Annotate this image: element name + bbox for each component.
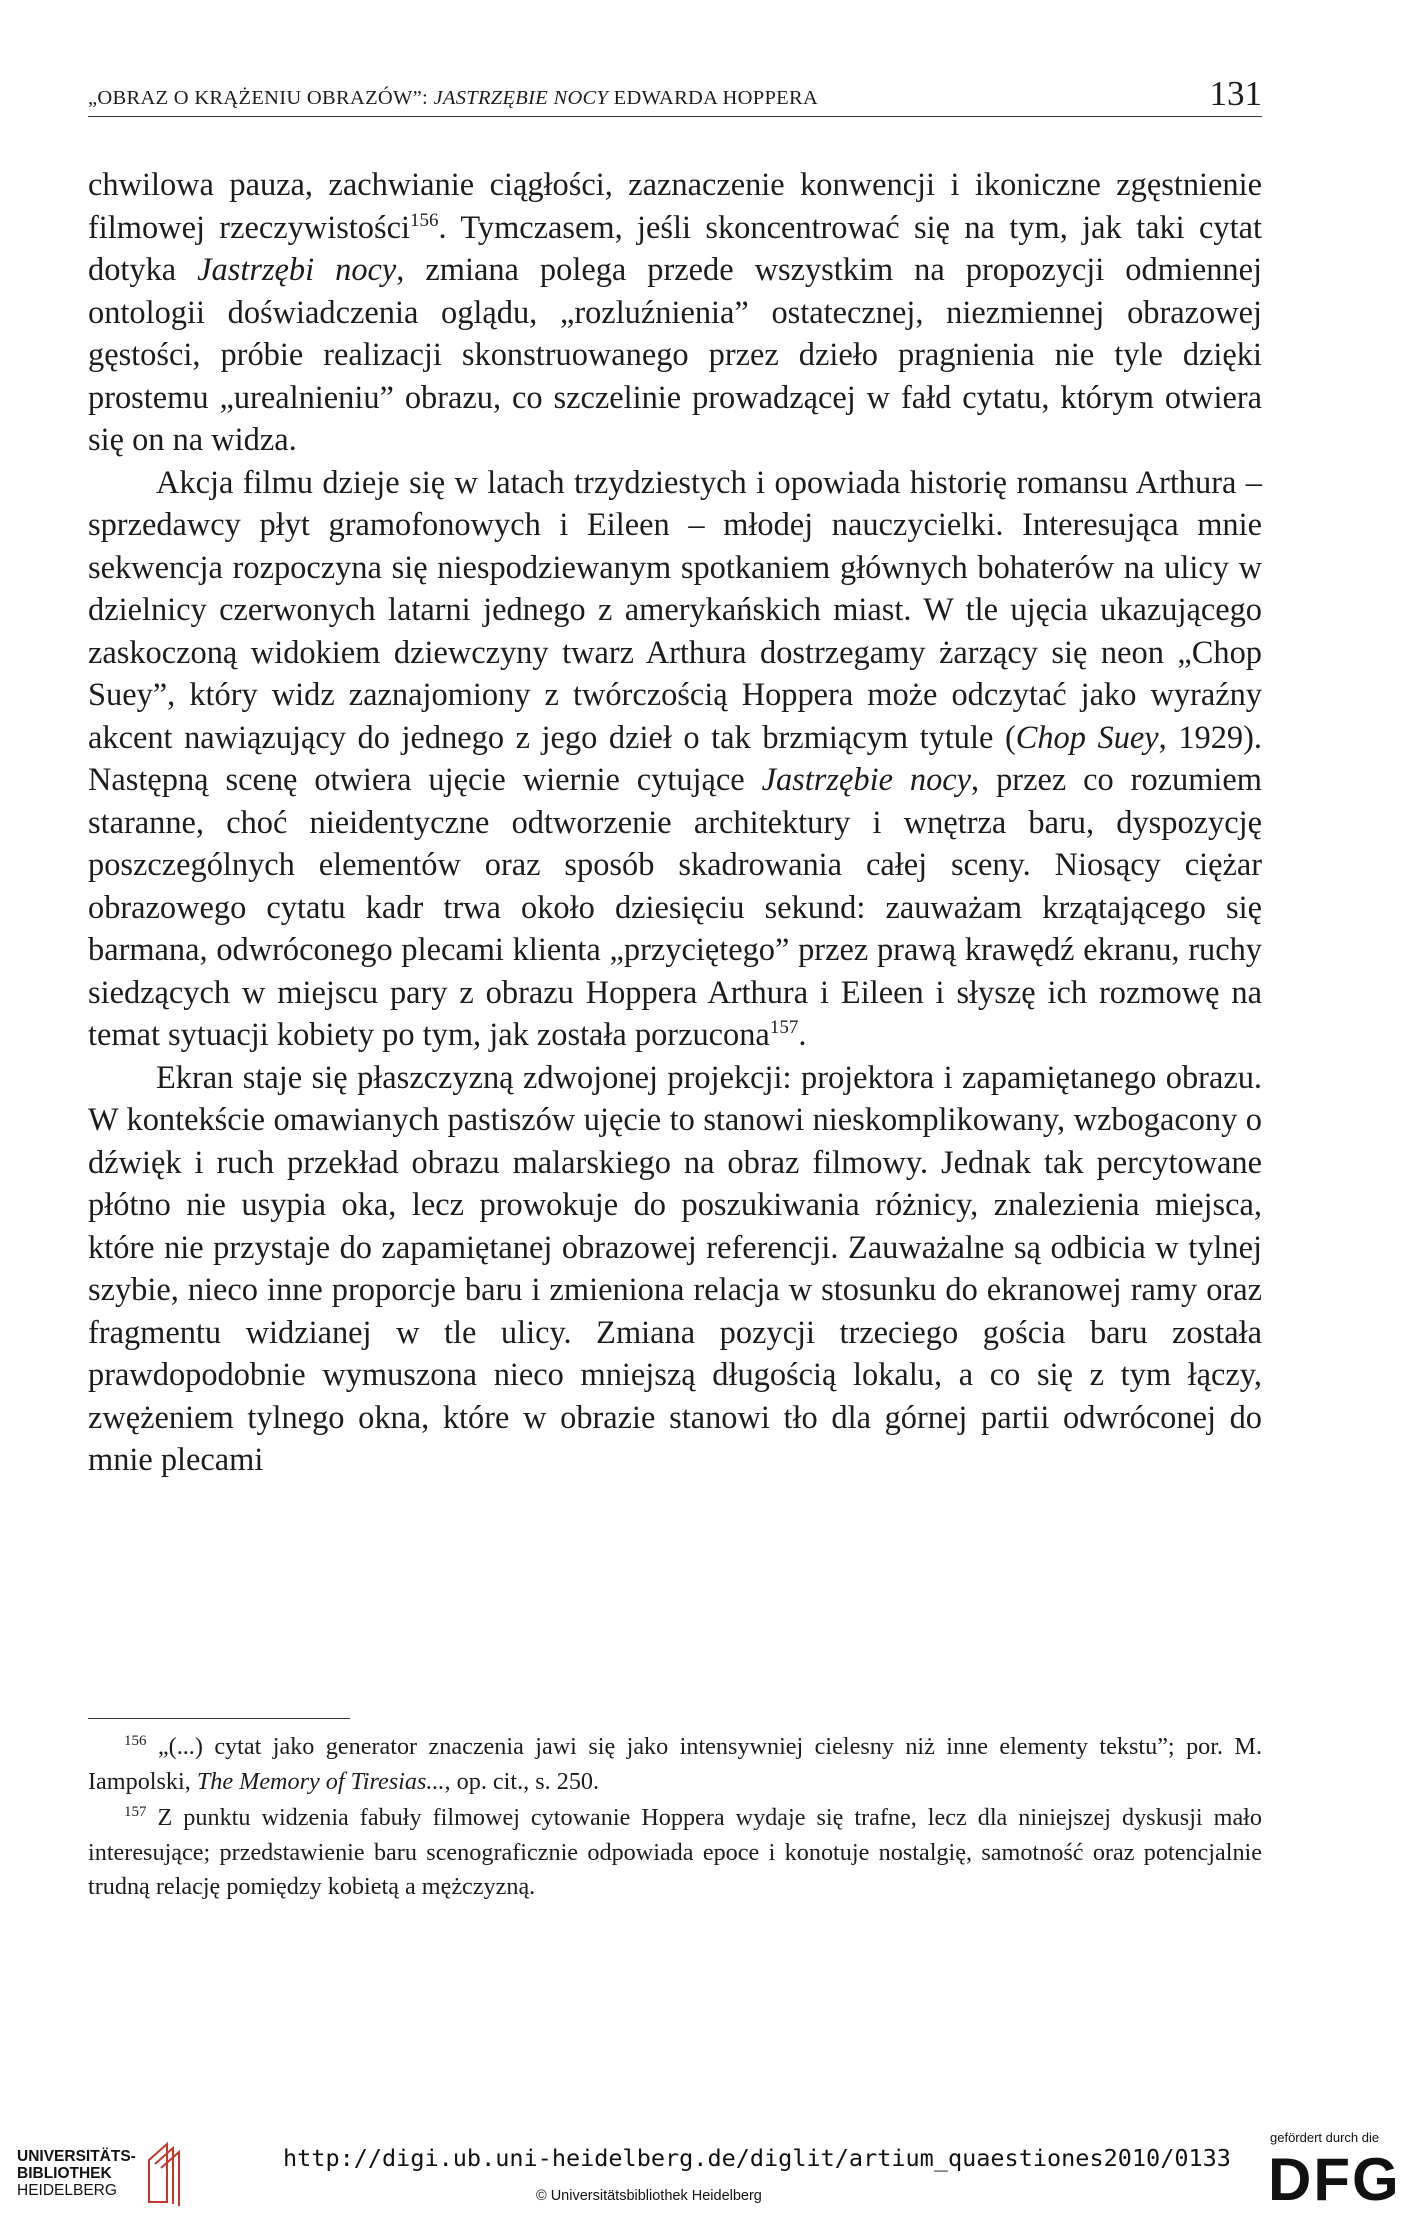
running-title <box>88 87 818 110</box>
running-header <box>88 74 1262 114</box>
footnotes <box>88 1730 1262 1905</box>
italic-title: Jastrzębi nocy <box>197 252 397 288</box>
paragraph-2 <box>88 462 1262 1057</box>
text-run: chwilowa pauza, zachwianie ciągłości, zaznaczenie konwencji i ikoniczne zgęstnienie filmowej rzeczywistości <box>88 167 1262 246</box>
library-name-line1: UNIVERSITÄTS- <box>17 2148 136 2165</box>
footnote-ref-156[interactable]: 156 <box>409 209 439 231</box>
digitization-footer <box>0 2120 1423 2221</box>
page-number: 131 <box>1209 74 1262 113</box>
italic-title: Jastrzębie nocy <box>761 762 972 798</box>
text-run: Z punktu widzenia fabuły filmowej cytowanie Hoppera wydaje się trafne, lecz dla niniejszej dyskusji mało interesujące; przedstawienie baru scenograficznie odpowiada epoce i konotuje nostalgię, samotność oraz potencjalnie trudną relację pomiędzy kobietą a mężczyzną. <box>88 1804 1262 1900</box>
text-run: , zmiana polega przede wszystkim na propozycji odmiennej ontologii doświadczenia oglądu, „rozluźnienia” ostatecznej, niezmiennej obrazowej gęstości, próbie realizacji skonstruowanego przez dzieło pragnienia nie tyle dzięki prostemu „urealnieniu” obrazu, co szczelinie prowadzącej w fałd cytatu, którym otwiera się on na widza. <box>88 252 1262 458</box>
copyright-notice: © Universitätsbibliothek Heidelberg <box>536 2188 762 2204</box>
text-run: Ekran staje się płaszczyzną zdwojonej projekcji: projektora i zapamiętanego obrazu. W kontekście omawianych pastiszów ujęcie to stanowi nieskomplikowany, wzbogacony o dźwięk i ruch przekład obrazu malarskiego na obraz filmowy. Jednak tak percytowane płótno nie usypia oka, lecz prowokuje do poszukiwania różnicy, znalezienia miejsca, które nie przystaje do zapamiętanej obrazowej referencji. Zauważalne są odbicia w tylnej szybie, nieco inne proporcje baru i zmieniona relacja w stosunku do ekranowej ramy oraz fragmentu widzianej w tle ulicy. Zmiana pozycji trzeciego gościa baru została prawdopodobnie wymuszona nieco mniejszą długością lokalu, a co się z tym łączy, zwężeniem tylnego okna, które w obrazie stanowi tło dla górnej partii odwróconej do mnie plecami <box>88 1059 1262 1478</box>
footnote-number: 157 <box>124 1803 147 1820</box>
library-mark-icon <box>145 2138 195 2208</box>
library-name-line2: BIBLIOTHEK <box>17 2165 112 2182</box>
text-run: , 1929). Następną scenę otwiera ujęcie wiernie cytujące <box>88 719 1262 798</box>
footnote-ref-157[interactable]: 157 <box>769 1017 799 1039</box>
library-name-line3: HEIDELBERG <box>17 2182 117 2199</box>
source-url-link[interactable]: http://digi.ub.uni-heidelberg.de/diglit/artium_quaestiones2010/0133 <box>283 2144 1231 2172</box>
footnote-rule <box>88 1718 350 1719</box>
text-run: . Tymczasem, jeśli skoncentrować się na tym, jak taki cytat dotyka <box>88 209 1262 288</box>
running-title-part3: EDWARDA HOPPERA <box>608 87 819 109</box>
text-run: Akcja filmu dzieje się w latach trzydziestych i opowiada historię romansu Arthura – sprzedawcy płyt gramofonowych i Eileen – młodej nauczycielki. Interesująca mnie sekwencja rozpoczyna się niespodziewanym spotkaniem głównych bohaterów na ulicy w dzielnicy czerwonych latarni jednego z amerykańskich miast. W tle ujęcia ukazującego zaskoczoną widokiem dziewczyny twarz Arthura dostrzegamy żarzący się neon „Chop Suey”, który widz zaznajomiony z twórczością Hoppera może odczytać jako wyraźny akcent nawiązujący do jednego z jego dzieł o tak brzmiącym tytule ( <box>88 464 1262 756</box>
text-run: . <box>798 1017 807 1053</box>
footnote-157 <box>88 1801 1262 1905</box>
running-title-part1: „OBRAZ O KRĄŻENIU OBRAZÓW”: <box>88 87 434 109</box>
paragraph-3 <box>88 1057 1262 1482</box>
footnote-number: 156 <box>124 1732 147 1749</box>
running-title-italic: JASTRZĘBIE NOCY <box>433 87 609 109</box>
paragraph-1 <box>88 164 1262 462</box>
italic-title: The Memory of Tiresias... <box>196 1767 445 1795</box>
italic-title: Chop Suey <box>1015 719 1159 756</box>
text-run: „(...) cytat jako generator znaczenia jawi się jako intensywniej cielesny niż inne elementy tekstu”; por. M. Iampolski, <box>88 1733 1262 1795</box>
dfg-caption: gefördert durch die <box>1270 2130 1380 2145</box>
library-logo[interactable] <box>17 2148 207 2208</box>
library-name <box>17 2148 136 2199</box>
header-rule <box>88 116 1262 117</box>
text-run: , op. cit., s. 250. <box>444 1767 600 1795</box>
footnote-156 <box>88 1730 1262 1799</box>
main-text <box>88 164 1262 1482</box>
text-run: , przez co rozumiem staranne, choć nieidentyczne odtworzenie architektury i wnętrza baru, dyspozycję poszczególnych elementów oraz sposób skadrowania całej sceny. Niosący ciężar obrazowego cytatu kadr trwa około dziesięciu sekund: zauważam krzątającego się barmana, odwróconego plecami klienta „przyciętego” przez prawą krawędź ekranu, ruchy siedzących w miejscu pary z obrazu Hoppera Arthura i Eileen i słyszę ich rozmowę na temat sytuacji kobiety po tym, jak została porzucona <box>88 762 1262 1053</box>
dfg-logo[interactable]: DFG <box>1268 2146 1401 2213</box>
